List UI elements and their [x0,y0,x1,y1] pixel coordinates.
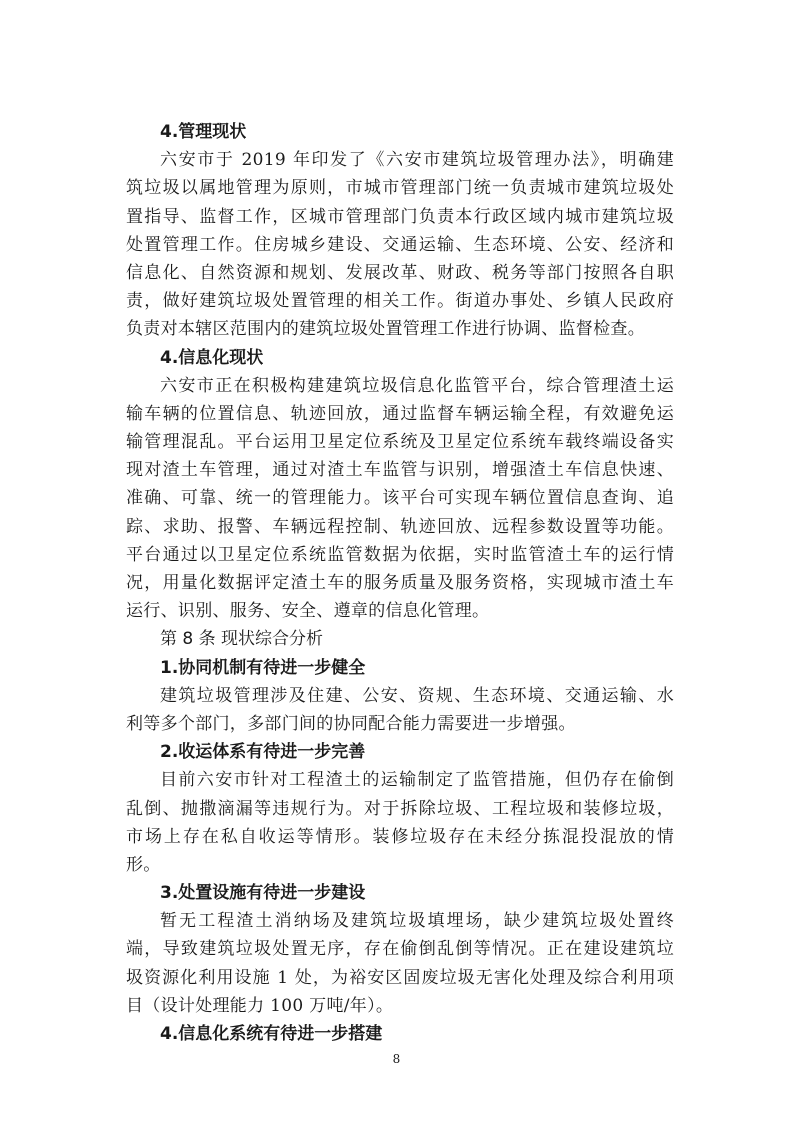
paragraph-line: 输管理混乱。平台运用卫星定位系统及卫星定位系统车载终端设备实 [126,432,674,453]
paragraph-line: 信息化、自然资源和规划、发展改革、财政、税务等部门按照各自职 [126,262,674,283]
document-body [126,118,674,1048]
paragraph-line: 况，用量化数据评定渣土车的服务质量及服务资格，实现城市渣土车 [126,573,674,593]
paragraph-line: 建筑垃圾管理涉及住建、公安、资规、生态环境、交通运输、水 [160,685,674,706]
article-title: 第 8 条 现状综合分析 [160,629,324,650]
section-heading-coordination: 1.协同机制有待进一步健全 [160,657,366,678]
paragraph-line: 目前六安市针对工程渣土的运输制定了监管措施，但仍存在偷倒 [160,770,674,791]
paragraph-line: 运行、识别、服务、安全、遵章的信息化管理。 [126,601,490,622]
paragraph-line: 目（设计处理能力 100 万吨/年）。 [126,995,394,1016]
paragraph-line: 平台通过以卫星定位系统监管数据为依据，实时监管渣土车的运行情 [126,544,674,565]
paragraph-line: 负责对本辖区范围内的建筑垃圾处置管理工作进行协调、监督检查。 [126,319,645,340]
paragraph-line: 圾资源化利用设施 1 处，为裕安区固废垃圾无害化处理及综合利用项 [126,967,674,988]
paragraph-line: 六安市于 2019 年印发了《六安市建筑垃圾管理办法》，明确建 [160,150,674,171]
paragraph-line: 形。 [126,854,161,875]
paragraph-line: 筑垃圾以属地管理为原则，市城市管理部门统一负责城市建筑垃圾处 [126,178,674,199]
paragraph-line: 市场上存在私自收运等情形。装修垃圾存在未经分拣混投混放的情 [126,826,674,847]
paragraph-line: 置指导、监督工作，区城市管理部门负责本行政区域内城市建筑垃圾 [126,206,674,227]
section-heading-informatization: 4.信息化现状 [160,347,264,368]
paragraph-line: 责，做好建筑垃圾处置管理的相关工作。街道办事处、乡镇人民政府 [126,291,674,312]
paragraph-line: 现对渣土车管理，通过对渣土车监管与识别，增强渣土车信息快速、 [126,460,674,481]
paragraph-line: 端，导致建筑垃圾处置无序，存在偷倒乱倒等情况。正在建设建筑垃 [126,939,674,960]
section-heading-information-system: 4.信息化系统有待进一步搭建 [160,1024,383,1044]
paragraph-line: 六安市正在积极构建建筑垃圾信息化监管平台，综合管理渣土运 [160,375,674,396]
paragraph-line: 踪、求助、报警、车辆远程控制、轨迹回放、远程参数设置等功能。 [126,516,674,537]
paragraph-line: 输车辆的位置信息、轨迹回放，通过监督车辆运输全程，有效避免运 [126,403,674,424]
paragraph-line: 处置管理工作。住房城乡建设、交通运输、生态环境、公安、经济和 [126,234,674,255]
section-heading-disposal-facilities: 3.处置设施有待进一步建设 [160,883,366,904]
paragraph-line: 准确、可靠、统一的管理能力。该平台可实现车辆位置信息查询、追 [126,488,674,509]
paragraph-line: 利等多个部门，多部门间的协同配合能力需要进一步增强。 [126,713,576,734]
section-heading-collection-transport: 2.收运体系有待进一步完善 [160,742,366,763]
page-number: 8 [392,1052,401,1066]
paragraph-line: 暂无工程渣土消纳场及建筑垃圾填埋场，缺少建筑垃圾处置终 [160,911,674,932]
paragraph-line: 乱倒、抛撒滴漏等违规行为。对于拆除垃圾、工程垃圾和装修垃圾， [126,798,674,819]
section-heading-management: 4.管理现状 [160,122,247,142]
